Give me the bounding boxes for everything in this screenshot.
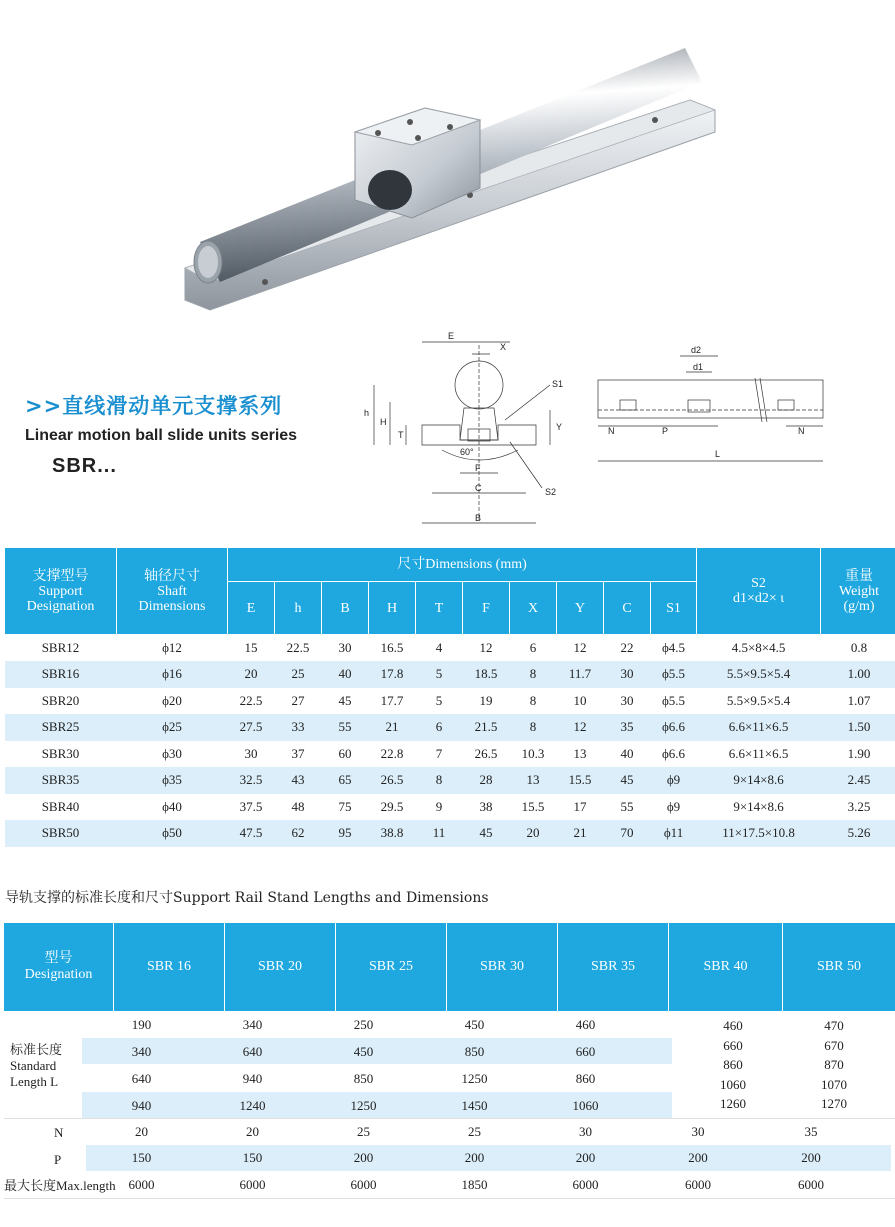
table-cell: 10: [573, 692, 587, 708]
table-cell: 450: [464, 1017, 485, 1032]
table-cell: 250: [353, 1017, 374, 1032]
table-cell: 25: [357, 1124, 370, 1139]
table-cell: 95: [322, 820, 369, 847]
table-cell: ϕ25: [117, 714, 228, 741]
table-cell: 38.8: [369, 820, 416, 847]
rail-header-model: SBR 35: [558, 923, 669, 1011]
table-cell: 18.5: [463, 661, 510, 688]
table-cell: 12: [479, 640, 493, 655]
table-cell: 1250: [350, 1098, 377, 1113]
table-cell: 11×17.5×10.8: [697, 820, 821, 847]
table-cell: 35: [604, 714, 651, 741]
table-cell: 940: [242, 1071, 263, 1086]
table-cell: 30: [579, 1124, 592, 1139]
table-cell: 20: [135, 1124, 148, 1139]
table-cell: ϕ4.5: [661, 640, 686, 655]
table-cell: 340: [131, 1044, 152, 1059]
table-cell: 17.8: [369, 661, 416, 688]
table-cell: 1240: [239, 1098, 266, 1113]
table-cell: 55: [620, 798, 634, 814]
dim-label-B: B: [475, 513, 482, 523]
rail-header-model: SBR 16: [114, 923, 225, 1011]
table-cell: 16.5: [380, 640, 404, 655]
table-cell: 37: [291, 745, 305, 761]
table-cell: 55: [322, 714, 369, 741]
dim-label-h: h: [364, 408, 370, 418]
table-cell: 2.45: [821, 767, 895, 794]
table-cell: 21: [369, 714, 416, 741]
table-cell: 15.5: [521, 798, 545, 814]
rail-header-model: SBR 25: [336, 923, 447, 1011]
dim-label-P: P: [662, 426, 669, 436]
table-cell: SBR30: [41, 745, 80, 761]
header-dim-X: X: [510, 582, 557, 635]
header-support-designation: 支撑型号 Support Designation: [5, 548, 117, 635]
table-cell: 11.7: [557, 661, 604, 688]
dim-label-N-left: N: [608, 426, 615, 436]
table-cell: 30: [620, 692, 634, 708]
std-length-sbr50: 470 670 870 1070 1270: [821, 1018, 847, 1111]
table-cell: 460: [575, 1017, 596, 1032]
header-dim-B: B: [322, 582, 369, 635]
table-cell: 29.5: [380, 798, 404, 814]
p-label: P: [54, 1152, 62, 1167]
table-cell: ϕ9: [651, 767, 697, 794]
table-cell: 0.8: [850, 640, 868, 655]
table-cell: ϕ35: [117, 767, 228, 794]
dim-label-S1: S1: [552, 379, 564, 389]
table-cell: 6: [416, 714, 463, 741]
table-cell: ϕ5.5: [651, 661, 697, 688]
table-cell: 30: [691, 1124, 705, 1139]
std-length-label: 标准长度 Standard Length L: [10, 1042, 63, 1089]
table-cell: 20: [510, 820, 557, 847]
table-cell: 40: [322, 661, 369, 688]
table-cell: 19: [479, 692, 493, 708]
table-cell: 1850: [461, 1177, 488, 1192]
table-cell: 12: [573, 640, 587, 655]
rail-header-model: SBR 40: [669, 923, 783, 1011]
dim-label-F: F: [475, 463, 481, 473]
dim-label-X: X: [500, 342, 507, 352]
dim-label-S2: S2: [545, 487, 557, 497]
rail-header-model: SBR 20: [225, 923, 336, 1011]
table-cell: 1.00: [821, 661, 895, 688]
table-cell: 25: [275, 661, 322, 688]
table-cell: 32.5: [228, 767, 275, 794]
table-cell: 15: [244, 640, 258, 655]
table-cell: 28: [463, 767, 510, 794]
table-cell: 6.6×11×6.5: [697, 714, 821, 741]
table-cell: 45: [604, 767, 651, 794]
header-dim-H: H: [369, 582, 416, 635]
table-cell: 860: [575, 1071, 596, 1086]
dim-label-L: L: [715, 449, 721, 459]
table-cell: 4.5×8×4.5: [731, 640, 786, 655]
header-weight: 重量 Weight (g/m): [821, 548, 895, 635]
dim-label-H: H: [380, 417, 387, 427]
dim-label-N-right: N: [798, 426, 805, 436]
table-cell: 22.5: [239, 692, 263, 708]
table-cell: 17.7: [380, 692, 404, 708]
max-length-label: 最大长度Max.length: [4, 1178, 116, 1193]
table-cell: ϕ12: [162, 640, 182, 655]
table-cell: 21: [557, 820, 604, 847]
header-dim-E: E: [228, 582, 275, 635]
table-cell: 35: [804, 1124, 818, 1139]
table-cell: SBR16: [5, 661, 117, 688]
rail-header-model: SBR 50: [783, 923, 895, 1011]
table-cell: 6000: [239, 1177, 266, 1192]
table-cell: SBR35: [5, 767, 117, 794]
table-cell: 45: [463, 820, 510, 847]
table-cell: ϕ30: [162, 745, 182, 761]
header-dim-S1: S1: [651, 582, 697, 635]
table-cell: 8: [510, 714, 557, 741]
table-row: [5, 635, 895, 662]
table-cell: 3.25: [847, 798, 871, 814]
table-cell: 850: [353, 1071, 374, 1086]
dim-label-d1: d1: [693, 362, 704, 372]
table-cell: ϕ40: [162, 798, 182, 814]
table-row: [5, 767, 895, 794]
table-cell: 1.50: [821, 714, 895, 741]
table-cell: 17: [573, 798, 587, 814]
front-view-drawing: [360, 330, 575, 535]
dim-label-E: E: [448, 331, 455, 341]
series-title-cn: >>直线滑动单元支撑系列: [25, 394, 283, 418]
table-cell: ϕ5.5: [661, 692, 686, 708]
table-cell: 150: [242, 1150, 263, 1165]
table-cell: 340: [242, 1017, 263, 1032]
table-cell: 30: [244, 745, 258, 761]
table-cell: 200: [353, 1150, 374, 1165]
table-cell: ϕ6.6: [651, 714, 697, 741]
header-dim-Y: Y: [557, 582, 604, 635]
table-cell: 150: [131, 1150, 152, 1165]
table-row: [5, 794, 895, 821]
side-view-drawing: [590, 342, 830, 468]
table-cell: 660: [575, 1044, 596, 1059]
table-cell: 62: [275, 820, 322, 847]
table-cell: 11: [416, 820, 463, 847]
table-cell: ϕ16: [117, 661, 228, 688]
std-length-sbr40: 460 660 860 1060 1260: [720, 1018, 746, 1111]
table-cell: 8: [529, 692, 537, 708]
table-row: [5, 820, 895, 847]
rail-header-designation: 型号 Designation: [4, 923, 114, 1011]
table-cell: 6000: [685, 1177, 711, 1192]
header-s2: S2 d1×d2× ι: [697, 548, 821, 635]
table-cell: 8: [510, 661, 557, 688]
table-cell: 45: [338, 692, 352, 708]
table-cell: ϕ6.6: [661, 745, 686, 761]
table-cell: SBR40: [41, 798, 80, 814]
table-cell: 9: [435, 798, 443, 814]
table-cell: 21.5: [463, 714, 510, 741]
row-divider: [4, 1198, 895, 1199]
table-cell: 13: [573, 745, 587, 761]
table-row: [5, 688, 895, 715]
table-cell: 6000: [128, 1177, 155, 1192]
table-cell: 20: [228, 661, 275, 688]
table-cell: ϕ50: [117, 820, 228, 847]
table-cell: 940: [131, 1098, 152, 1113]
table-cell: 190: [131, 1017, 152, 1032]
table-cell: 70: [604, 820, 651, 847]
table-cell: 25: [468, 1124, 481, 1139]
header-dim-h: h: [275, 582, 322, 635]
table-cell: SBR12: [41, 640, 80, 655]
table-cell: 6000: [572, 1177, 599, 1192]
table-cell: 200: [688, 1150, 708, 1165]
table-cell: 5.26: [821, 820, 895, 847]
table-cell: 60: [338, 745, 352, 761]
table-cell: ϕ11: [651, 820, 697, 847]
table-cell: 640: [131, 1071, 152, 1086]
table-cell: ϕ9: [666, 798, 681, 814]
table-cell: 26.5: [369, 767, 416, 794]
table-cell: 33: [275, 714, 322, 741]
dim-label-Y: Y: [556, 422, 563, 432]
table-cell: 10.3: [521, 745, 545, 761]
table-cell: 13: [510, 767, 557, 794]
table-cell: 27.5: [228, 714, 275, 741]
header-dim-C: C: [604, 582, 651, 635]
table-cell: 12: [557, 714, 604, 741]
header-dimensions: 尺寸Dimensions (mm): [228, 548, 697, 582]
product-illustration: [150, 20, 750, 330]
table-cell: 9×14×8.6: [697, 767, 821, 794]
header-dim-T: T: [416, 582, 463, 635]
table-cell: 6.6×11×6.5: [728, 745, 789, 761]
table-cell: 200: [464, 1150, 485, 1165]
table-cell: 4: [435, 640, 443, 655]
table-cell: 26.5: [474, 745, 498, 761]
table-cell: 1450: [461, 1098, 488, 1113]
table-cell: SBR25: [5, 714, 117, 741]
spec-table: [4, 547, 895, 847]
table-cell: 30: [338, 640, 352, 655]
table-cell: 450: [353, 1044, 374, 1059]
table-cell: 7: [435, 745, 443, 761]
table-cell: 15.5: [557, 767, 604, 794]
table-cell: 22.5: [286, 640, 310, 655]
table-cell: 5: [416, 661, 463, 688]
table-cell: 5.5×9.5×5.4: [697, 661, 821, 688]
rail-table-title: 导轨支撑的标准长度和尺寸Support Rail Stand Lengths and Dimensions: [5, 890, 489, 906]
table-cell: ϕ20: [162, 692, 182, 708]
table-cell: 43: [275, 767, 322, 794]
table-row: [5, 661, 895, 688]
table-cell: 1250: [461, 1071, 488, 1086]
table-cell: 47.5: [228, 820, 275, 847]
table-row: [5, 714, 895, 741]
table-cell: 5.5×9.5×5.4: [726, 692, 791, 708]
dim-label-T: T: [398, 430, 404, 440]
header-dim-F: F: [463, 582, 510, 635]
header-shaft-dimensions: 轴径尺寸 Shaft Dimensions: [117, 548, 228, 635]
table-cell: 65: [322, 767, 369, 794]
table-cell: 200: [801, 1150, 821, 1165]
table-cell: SBR20: [41, 692, 80, 708]
table-cell: 9×14×8.6: [733, 798, 784, 814]
table-cell: 27: [291, 692, 305, 708]
table-cell: 6000: [798, 1177, 824, 1192]
dim-label-d2: d2: [691, 345, 702, 355]
table-cell: 200: [575, 1150, 596, 1165]
series-code: SBR...: [52, 455, 117, 477]
rail-table-header: [4, 923, 895, 1011]
n-label: N: [54, 1125, 64, 1140]
table-cell: 40: [620, 745, 634, 761]
table-cell: 20: [246, 1124, 259, 1139]
table-cell: 850: [464, 1044, 485, 1059]
table-cell: 48: [291, 798, 305, 814]
table-cell: 1.90: [847, 745, 871, 761]
table-cell: 640: [242, 1044, 263, 1059]
table-cell: 22: [620, 640, 634, 655]
dim-label-angle: 60°: [460, 447, 474, 457]
table-cell: 22.8: [380, 745, 404, 761]
table-cell: 75: [338, 798, 352, 814]
table-cell: SBR50: [5, 820, 117, 847]
table-cell: 30: [604, 661, 651, 688]
dim-label-C: C: [475, 483, 482, 493]
table-cell: 6000: [350, 1177, 377, 1192]
rail-header-model: SBR 30: [447, 923, 558, 1011]
table-row: [5, 741, 895, 768]
table-cell: 1060: [572, 1098, 599, 1113]
table-cell: 8: [416, 767, 463, 794]
table-cell: 6: [529, 640, 537, 655]
series-title-en: Linear motion ball slide units series: [25, 427, 298, 444]
table-cell: 38: [479, 798, 493, 814]
table-cell: 5: [435, 692, 443, 708]
table-cell: 37.5: [239, 798, 263, 814]
table-cell: 1.07: [847, 692, 871, 708]
